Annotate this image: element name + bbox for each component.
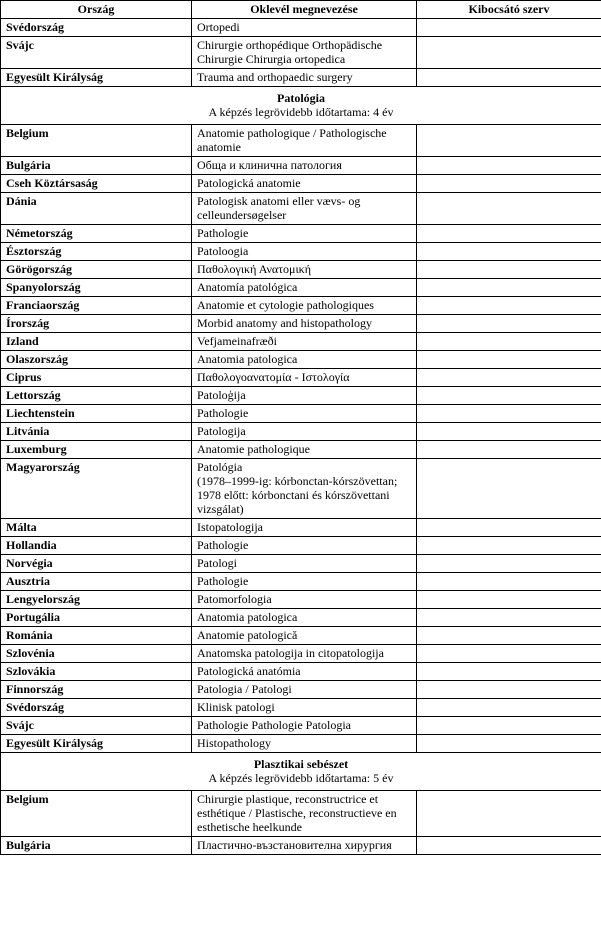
- issuer-cell: [417, 555, 601, 573]
- country-cell: Málta: [1, 519, 192, 537]
- table-row: [1, 351, 601, 369]
- section-heading: [1, 87, 601, 125]
- issuer-cell: [417, 243, 601, 261]
- country-cell: Egyesült Királyság: [1, 735, 192, 753]
- table-row: [1, 663, 601, 681]
- table-row: [1, 645, 601, 663]
- table-row: [1, 459, 601, 519]
- country-cell: Bulgária: [1, 157, 192, 175]
- table-row: [1, 243, 601, 261]
- country-cell: Svájc: [1, 717, 192, 735]
- issuer-cell: [417, 735, 601, 753]
- table-row: [1, 735, 601, 753]
- diploma-cell: Patologija: [192, 423, 417, 441]
- country-cell: Litvánia: [1, 423, 192, 441]
- issuer-cell: [417, 351, 601, 369]
- diploma-cell: Pathologie: [192, 573, 417, 591]
- issuer-cell: [417, 837, 601, 855]
- diploma-cell: Chirurgie orthopédique Orthopädische Chirurgie Chirurgia ortopedica: [192, 37, 417, 69]
- diploma-cell: Patológia (1978–1999-ig: kórbonctan-kórszövettan; 1978 előtt: kórbonctani és kórszövettani vizsgálat): [192, 459, 417, 519]
- issuer-cell: [417, 225, 601, 243]
- table-row: [1, 297, 601, 315]
- country-cell: Norvégia: [1, 555, 192, 573]
- section-subtitle: A képzés legrövidebb időtartama: 5 év: [208, 771, 394, 785]
- table-row: [1, 369, 601, 387]
- country-cell: Liechtenstein: [1, 405, 192, 423]
- issuer-cell: [417, 315, 601, 333]
- country-cell: Svédország: [1, 699, 192, 717]
- table-row: [1, 627, 601, 645]
- country-cell: Spanyolország: [1, 279, 192, 297]
- diploma-cell: Pathologie Pathologie Patologia: [192, 717, 417, 735]
- table-row: [1, 837, 601, 855]
- issuer-cell: [417, 591, 601, 609]
- table-row: [1, 423, 601, 441]
- country-cell: Belgium: [1, 791, 192, 837]
- table-row: [1, 573, 601, 591]
- country-cell: Svédország: [1, 19, 192, 37]
- country-cell: Portugália: [1, 609, 192, 627]
- section-title: Patológia: [277, 91, 325, 105]
- table-body: [1, 19, 601, 855]
- diploma-cell: Patologická anatómia: [192, 663, 417, 681]
- diploma-cell: Trauma and orthopaedic surgery: [192, 69, 417, 87]
- issuer-cell: [417, 297, 601, 315]
- country-cell: Svájc: [1, 37, 192, 69]
- diploma-cell: Пластично-възстановителна хирургия: [192, 837, 417, 855]
- table-row: [1, 555, 601, 573]
- diploma-cell: Anatomía patológica: [192, 279, 417, 297]
- diploma-cell: Patologická anatomie: [192, 175, 417, 193]
- table-row: [1, 37, 601, 69]
- issuer-cell: [417, 405, 601, 423]
- issuer-cell: [417, 333, 601, 351]
- country-cell: Finnország: [1, 681, 192, 699]
- diploma-cell: Ortopedi: [192, 19, 417, 37]
- table-row: [1, 193, 601, 225]
- diploma-cell: Anatomska patologija in citopatologija: [192, 645, 417, 663]
- issuer-cell: [417, 645, 601, 663]
- table-row: [1, 175, 601, 193]
- table-row: [1, 225, 601, 243]
- table-row: [1, 279, 601, 297]
- country-cell: Bulgária: [1, 837, 192, 855]
- issuer-cell: [417, 19, 601, 37]
- country-cell: Dánia: [1, 193, 192, 225]
- diploma-cell: Anatomie patologică: [192, 627, 417, 645]
- diploma-cell: Παθολογοανατομία - Ιστολογία: [192, 369, 417, 387]
- country-cell: Franciaország: [1, 297, 192, 315]
- country-cell: Ciprus: [1, 369, 192, 387]
- country-cell: Lettország: [1, 387, 192, 405]
- table-row: [1, 537, 601, 555]
- table-row: [1, 519, 601, 537]
- header-diploma: Oklevél megnevezése: [192, 1, 417, 19]
- diploma-cell: Anatomia patologica: [192, 609, 417, 627]
- country-cell: Görögország: [1, 261, 192, 279]
- section-title: Plasztikai sebészet: [253, 757, 349, 771]
- country-cell: Németország: [1, 225, 192, 243]
- issuer-cell: [417, 627, 601, 645]
- issuer-cell: [417, 791, 601, 837]
- table-row: [1, 405, 601, 423]
- diploma-cell: Παθολογική Ανατομική: [192, 261, 417, 279]
- diploma-cell: Anatomie pathologique: [192, 441, 417, 459]
- issuer-cell: [417, 663, 601, 681]
- issuer-cell: [417, 387, 601, 405]
- header-country: Ország: [1, 1, 192, 19]
- issuer-cell: [417, 573, 601, 591]
- section-row: [1, 87, 601, 125]
- issuer-cell: [417, 261, 601, 279]
- table-row: [1, 333, 601, 351]
- diploma-cell: Patoloogia: [192, 243, 417, 261]
- table-row: [1, 387, 601, 405]
- table-row: [1, 19, 601, 37]
- section-row: [1, 753, 601, 791]
- country-cell: Szlovénia: [1, 645, 192, 663]
- diploma-cell: Istopatologija: [192, 519, 417, 537]
- table-row: [1, 791, 601, 837]
- issuer-cell: [417, 699, 601, 717]
- country-cell: Írország: [1, 315, 192, 333]
- country-cell: Olaszország: [1, 351, 192, 369]
- issuer-cell: [417, 681, 601, 699]
- issuer-cell: [417, 441, 601, 459]
- diploma-cell: Обща и клинична патология: [192, 157, 417, 175]
- diploma-cell: Patologisk anatomi eller vævs- og celleundersøgelser: [192, 193, 417, 225]
- header-issuer: Kibocsátó szerv: [417, 1, 601, 19]
- country-cell: Ausztria: [1, 573, 192, 591]
- country-cell: Luxemburg: [1, 441, 192, 459]
- table-row: [1, 125, 601, 157]
- table-row: [1, 261, 601, 279]
- country-cell: Belgium: [1, 125, 192, 157]
- diploma-cell: Patomorfologia: [192, 591, 417, 609]
- issuer-cell: [417, 157, 601, 175]
- diploma-cell: Pathologie: [192, 405, 417, 423]
- issuer-cell: [417, 423, 601, 441]
- table-row: [1, 591, 601, 609]
- diploma-cell: Patologia / Patologi: [192, 681, 417, 699]
- diploma-cell: Patologi: [192, 555, 417, 573]
- table-row: [1, 609, 601, 627]
- issuer-cell: [417, 125, 601, 157]
- issuer-cell: [417, 279, 601, 297]
- table-row: [1, 441, 601, 459]
- country-cell: Lengyelország: [1, 591, 192, 609]
- issuer-cell: [417, 519, 601, 537]
- table-row: [1, 681, 601, 699]
- diploma-cell: Histopathology: [192, 735, 417, 753]
- country-cell: Szlovákia: [1, 663, 192, 681]
- country-cell: Észtország: [1, 243, 192, 261]
- issuer-cell: [417, 37, 601, 69]
- country-cell: Hollandia: [1, 537, 192, 555]
- table-row: [1, 69, 601, 87]
- issuer-cell: [417, 369, 601, 387]
- issuer-cell: [417, 175, 601, 193]
- diploma-cell: Klinisk patologi: [192, 699, 417, 717]
- diploma-cell: Patoloģija: [192, 387, 417, 405]
- issuer-cell: [417, 459, 601, 519]
- table-row: [1, 315, 601, 333]
- country-cell: Cseh Köztársaság: [1, 175, 192, 193]
- issuer-cell: [417, 537, 601, 555]
- diploma-cell: Pathologie: [192, 225, 417, 243]
- diploma-cell: Anatomia patologica: [192, 351, 417, 369]
- diploma-cell: Chirurgie plastique, reconstructrice et esthétique / Plastische, reconstructieve en esthetische heelkunde: [192, 791, 417, 837]
- issuer-cell: [417, 609, 601, 627]
- section-subtitle: A képzés legrövidebb időtartama: 4 év: [208, 105, 394, 119]
- diploma-cell: Pathologie: [192, 537, 417, 555]
- table-row: [1, 157, 601, 175]
- diploma-cell: Morbid anatomy and histopathology: [192, 315, 417, 333]
- table-row: [1, 717, 601, 735]
- country-cell: Egyesült Királyság: [1, 69, 192, 87]
- country-cell: Magyarország: [1, 459, 192, 519]
- issuer-cell: [417, 717, 601, 735]
- diploma-cell: Anatomie et cytologie pathologiques: [192, 297, 417, 315]
- issuer-cell: [417, 69, 601, 87]
- diploma-cell: Vefjameinafræði: [192, 333, 417, 351]
- header-row: [1, 1, 601, 19]
- diploma-cell: Anatomie pathologique / Pathologische anatomie: [192, 125, 417, 157]
- section-heading: [1, 753, 601, 791]
- country-cell: Románia: [1, 627, 192, 645]
- issuer-cell: [417, 193, 601, 225]
- table-row: [1, 699, 601, 717]
- country-cell: Izland: [1, 333, 192, 351]
